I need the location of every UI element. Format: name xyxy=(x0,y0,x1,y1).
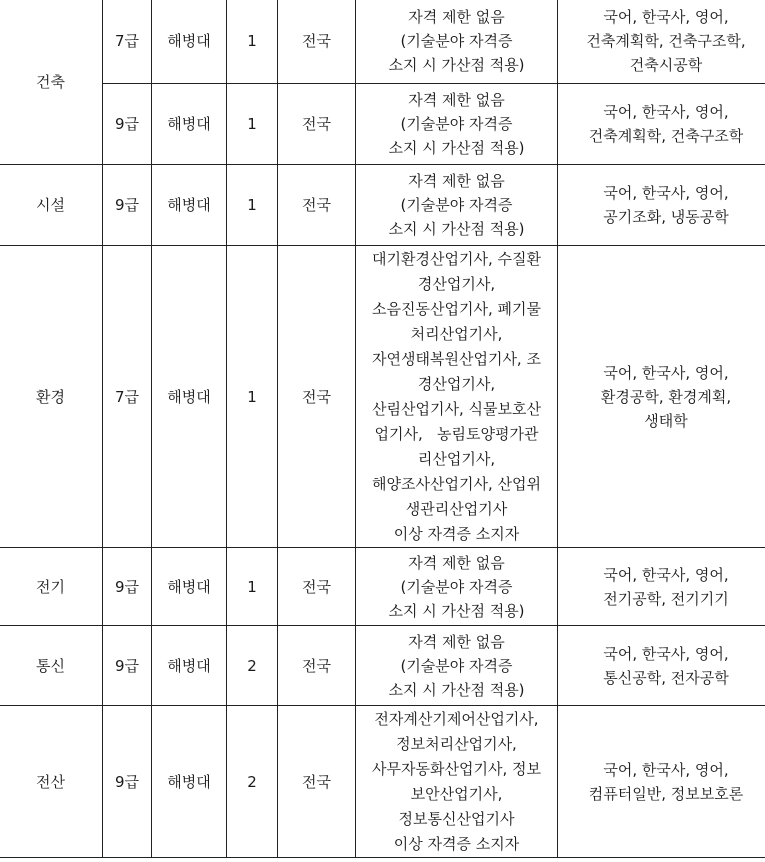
count-cell xyxy=(227,706,278,858)
org-label: 해병대 xyxy=(167,115,211,133)
qualification-line: 생관리산업기사 xyxy=(405,499,508,518)
grade-cell xyxy=(103,548,152,626)
field-label: 통신 xyxy=(36,656,65,675)
qualification-line: (기술분야 자격증 xyxy=(400,656,513,675)
count-cell xyxy=(227,626,278,706)
field-cell xyxy=(0,548,103,626)
grade-label: 9급 xyxy=(114,196,140,214)
qualification-line: 전자계산기제어산업기사, xyxy=(374,709,539,728)
table-row xyxy=(0,246,765,548)
region-label: 전국 xyxy=(302,656,331,675)
region-cell xyxy=(278,626,356,706)
qualification-cell xyxy=(356,84,558,165)
qualification-line: 해양조사산업기사, 산업위 xyxy=(372,474,541,493)
subjects-line: 전기공학, 전기기기 xyxy=(603,589,729,608)
count-cell xyxy=(227,0,278,84)
qualification-line: 정보처리산업기사, xyxy=(396,734,517,753)
org-cell xyxy=(152,84,227,165)
qualification-line: 자격 제한 없음 xyxy=(408,632,505,651)
field-label: 전산 xyxy=(36,772,65,791)
qualification-line: 자격 제한 없음 xyxy=(408,91,505,109)
count-label: 1 xyxy=(247,387,257,406)
org-label: 해병대 xyxy=(167,196,211,214)
region-cell xyxy=(278,706,356,858)
subjects-line: 국어, 한국사, 영어, xyxy=(603,760,729,779)
subjects-line: 환경공학, 환경계획, xyxy=(600,387,732,406)
qualification-line: 소지 시 가산점 적용) xyxy=(388,139,525,157)
qualification-line: 처리산업기사, xyxy=(410,324,503,343)
grade-cell xyxy=(103,165,152,246)
grade-label: 7급 xyxy=(114,32,140,50)
region-label: 전국 xyxy=(302,387,331,406)
qualification-cell xyxy=(356,626,558,706)
table-row xyxy=(0,548,765,626)
field-label: 전기 xyxy=(36,577,65,596)
subjects-line: 국어, 한국사, 영어, xyxy=(603,8,729,26)
org-cell xyxy=(152,0,227,84)
grade-label: 9급 xyxy=(114,656,140,675)
grade-cell xyxy=(103,626,152,706)
region-label: 전국 xyxy=(302,772,331,791)
count-label: 1 xyxy=(247,32,257,50)
subjects-line: 공기조화, 냉동공학 xyxy=(603,208,729,226)
table-row xyxy=(0,626,765,706)
subjects-line: 건축계획학, 건축구조학, xyxy=(586,32,746,50)
subjects-line: 컴퓨터일반, 정보보호론 xyxy=(588,784,744,803)
qualification-line: 소음진동산업기사, 폐기물 xyxy=(372,299,541,318)
subjects-line: 통신공학, 전자공학 xyxy=(603,668,729,687)
qualification-cell xyxy=(356,706,558,858)
qualification-line: 자연생태복원산업기사, 조 xyxy=(372,349,541,368)
qualification-line: (기술분야 자격증 xyxy=(400,577,513,596)
region-label: 전국 xyxy=(302,196,331,214)
grade-cell xyxy=(103,0,152,84)
subjects-line: 생태학 xyxy=(644,411,688,430)
count-label: 2 xyxy=(247,656,257,675)
grade-cell xyxy=(103,246,152,548)
subjects-cell xyxy=(558,626,765,706)
org-label: 해병대 xyxy=(167,387,211,406)
org-cell xyxy=(152,706,227,858)
qualification-cell xyxy=(356,165,558,246)
subjects-line: 국어, 한국사, 영어, xyxy=(603,103,729,121)
org-label: 해병대 xyxy=(167,656,211,675)
org-cell xyxy=(152,165,227,246)
region-cell xyxy=(278,165,356,246)
subjects-cell xyxy=(558,165,765,246)
qualification-line: (기술분야 자격증 xyxy=(400,32,513,50)
count-label: 1 xyxy=(247,196,257,214)
org-cell xyxy=(152,626,227,706)
field-label: 시설 xyxy=(36,196,65,214)
qualification-line: 정보통신산업기사 xyxy=(398,809,515,828)
grade-label: 7급 xyxy=(114,387,140,406)
count-cell xyxy=(227,165,278,246)
count-label: 1 xyxy=(247,577,257,596)
grade-label: 9급 xyxy=(114,115,140,133)
qualification-line: 자격 제한 없음 xyxy=(408,172,505,190)
grade-cell xyxy=(103,84,152,165)
table-row xyxy=(0,0,765,84)
qualification-line: 이상 자격증 소지자 xyxy=(393,834,520,853)
subjects-cell xyxy=(558,706,765,858)
field-cell xyxy=(0,246,103,548)
org-label: 해병대 xyxy=(167,32,211,50)
org-label: 해병대 xyxy=(167,772,211,791)
subjects-line: 건축시공학 xyxy=(629,56,703,74)
qualification-line: 대기환경산업기사, 수질환 xyxy=(372,249,541,268)
region-label: 전국 xyxy=(302,577,331,596)
field-label: 건축 xyxy=(36,72,65,91)
region-label: 전국 xyxy=(302,32,331,50)
count-cell xyxy=(227,84,278,165)
qualification-cell xyxy=(356,246,558,548)
table-row xyxy=(0,84,765,165)
qualification-line: 보안산업기사, xyxy=(410,784,503,803)
qualification-line: (기술분야 자격증 xyxy=(400,115,513,133)
region-cell xyxy=(278,84,356,165)
subjects-line: 국어, 한국사, 영어, xyxy=(603,363,729,382)
qualification-cell xyxy=(356,548,558,626)
org-cell xyxy=(152,548,227,626)
field-cell xyxy=(0,626,103,706)
qualification-line: 소지 시 가산점 적용) xyxy=(388,56,525,74)
field-label: 환경 xyxy=(36,387,65,406)
count-label: 2 xyxy=(247,772,257,791)
qualification-line: 리산업기사, xyxy=(417,449,496,468)
qualification-line: 경산업기사, xyxy=(417,274,496,293)
qualification-line: 소지 시 가산점 적용) xyxy=(388,680,525,699)
subjects-cell xyxy=(558,548,765,626)
qualification-cell xyxy=(356,0,558,84)
subjects-cell xyxy=(558,246,765,548)
subjects-line: 국어, 한국사, 영어, xyxy=(603,644,729,663)
subjects-cell xyxy=(558,84,765,165)
region-cell xyxy=(278,246,356,548)
grade-cell xyxy=(103,706,152,858)
qualification-line: 경산업기사, xyxy=(417,374,496,393)
count-cell xyxy=(227,548,278,626)
subjects-line: 건축계획학, 건축구조학 xyxy=(588,127,744,145)
region-cell xyxy=(278,0,356,84)
org-label: 해병대 xyxy=(167,577,211,596)
region-cell xyxy=(278,548,356,626)
qualification-line: 사무자동화산업기사, 정보 xyxy=(372,759,541,778)
subjects-cell xyxy=(558,0,765,84)
field-cell xyxy=(0,0,103,165)
table-row xyxy=(0,165,765,246)
qualification-line: 소지 시 가산점 적용) xyxy=(388,601,525,620)
region-label: 전국 xyxy=(302,115,331,133)
qualification-line: (기술분야 자격증 xyxy=(400,196,513,214)
qualification-line: 업기사, 농림토양평가관 xyxy=(374,424,539,443)
qualification-line: 자격 제한 없음 xyxy=(408,8,505,26)
qualification-line: 이상 자격증 소지자 xyxy=(393,524,520,543)
subjects-line: 국어, 한국사, 영어, xyxy=(603,565,729,584)
table-row xyxy=(0,706,765,858)
qualification-line: 자격 제한 없음 xyxy=(408,553,505,572)
field-cell xyxy=(0,706,103,858)
grade-label: 9급 xyxy=(114,772,140,791)
count-label: 1 xyxy=(247,115,257,133)
grade-label: 9급 xyxy=(114,577,140,596)
qualification-line: 소지 시 가산점 적용) xyxy=(388,220,525,238)
org-cell xyxy=(152,246,227,548)
subjects-line: 국어, 한국사, 영어, xyxy=(603,184,729,202)
qualification-line: 산림산업기사, 식물보호산 xyxy=(372,399,541,418)
count-cell xyxy=(227,246,278,548)
field-cell xyxy=(0,165,103,246)
